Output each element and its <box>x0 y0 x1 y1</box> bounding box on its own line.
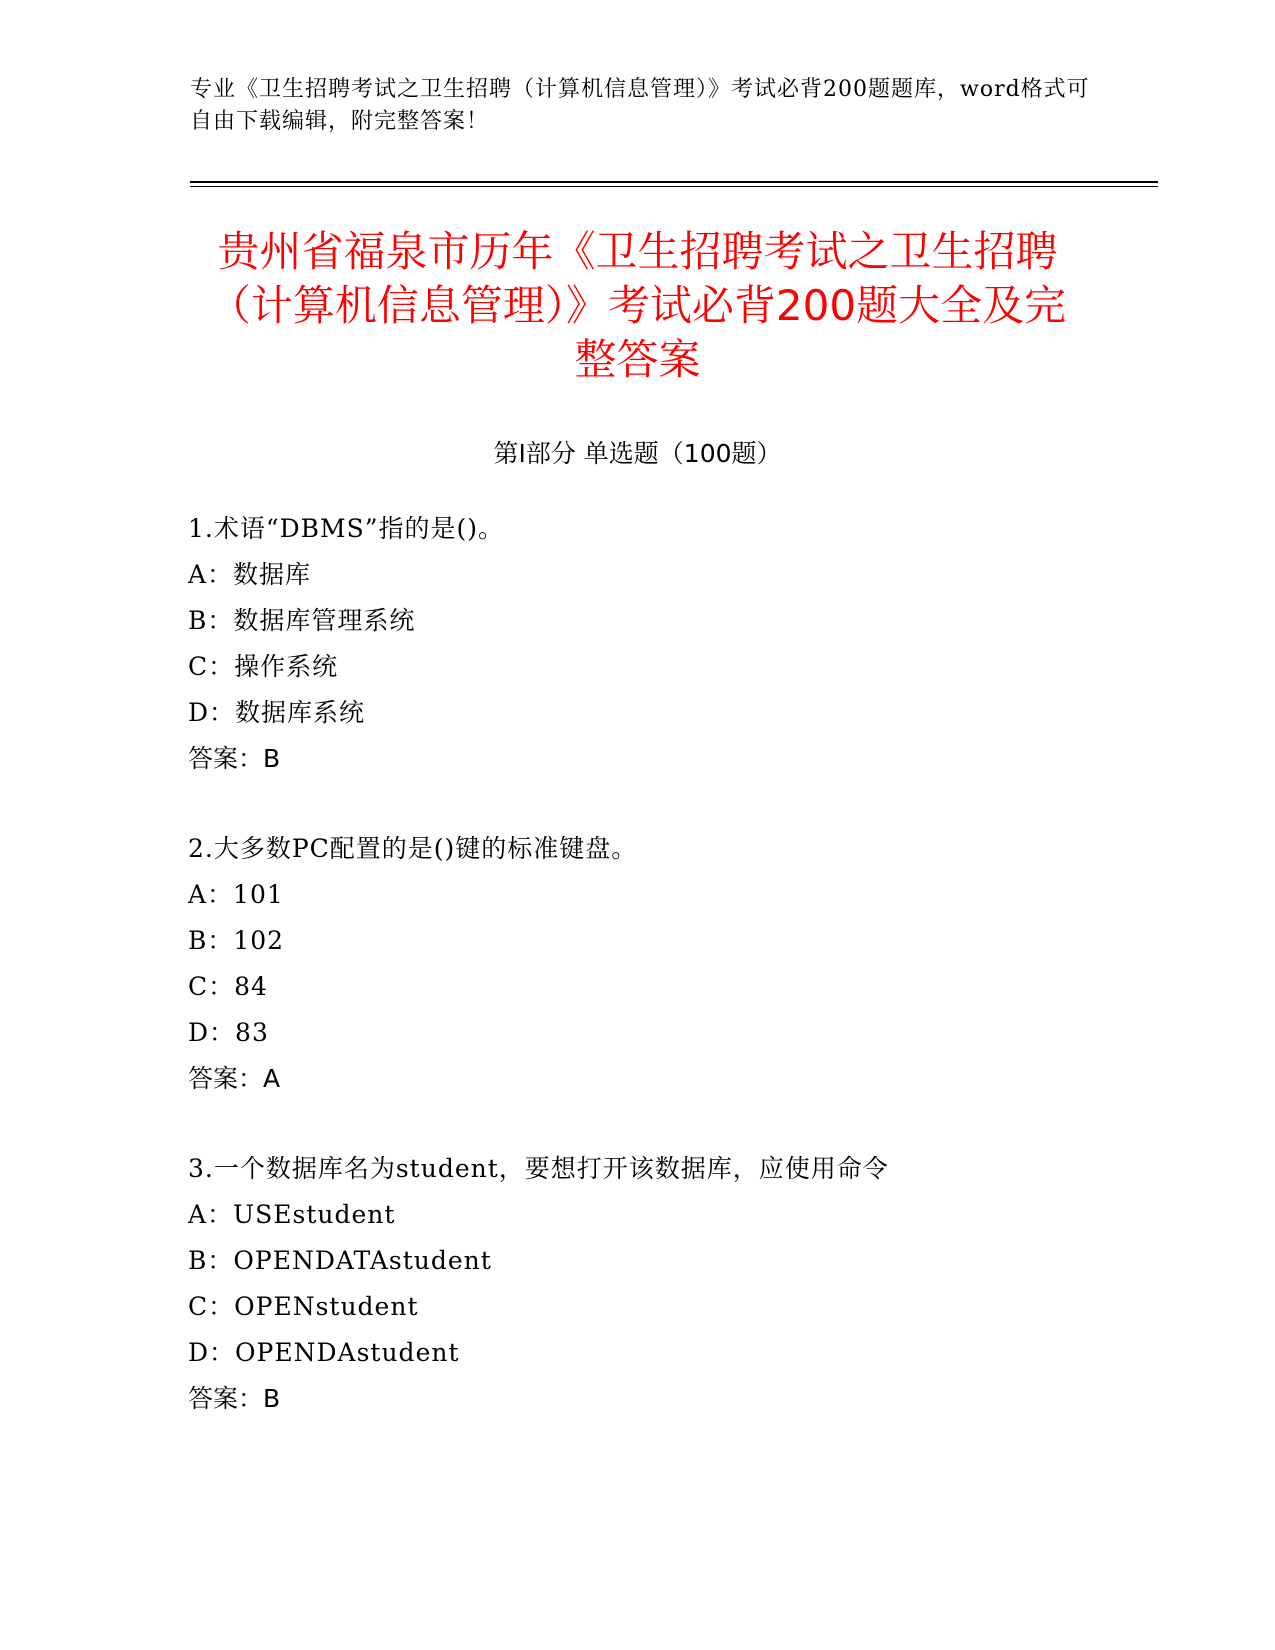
question-stem: 3.一个数据库名为student，要想打开该数据库，应使用命令 <box>188 1154 889 1183</box>
option-d: D：83 <box>188 1018 269 1047</box>
option-c: C：操作系统 <box>188 652 339 681</box>
option-c: C：84 <box>188 972 268 1001</box>
option-a: A：数据库 <box>188 560 312 589</box>
question-stem: 2.大多数PC配置的是()键的标准键盘。 <box>188 834 638 863</box>
option-b: B：OPENDATAstudent <box>188 1246 492 1275</box>
option-a: A：101 <box>188 880 284 909</box>
question-3 <box>188 1146 1088 1422</box>
option-d: D：数据库系统 <box>188 698 366 727</box>
option-a: A：USEstudent <box>188 1200 396 1229</box>
question-1 <box>188 506 1088 782</box>
answer: 答案：A <box>188 1064 281 1093</box>
answer: 答案：B <box>188 744 281 773</box>
answer: 答案：B <box>188 1384 281 1413</box>
option-c: C：OPENstudent <box>188 1292 419 1321</box>
header-rule-thin <box>190 186 1158 187</box>
question-stem: 1.术语“DBMS”指的是()。 <box>188 514 505 543</box>
option-b: B：数据库管理系统 <box>188 606 416 635</box>
header-rule-thick <box>190 181 1158 183</box>
section-title: 第Ⅰ部分 单选题（100题） <box>493 439 782 468</box>
question-2 <box>188 826 1088 1102</box>
document-title: 贵州省福泉市历年《卫生招聘考试之卫生招聘（计算机信息管理）》考试必背200题大全及完整答案 <box>208 227 1067 384</box>
option-d: D：OPENDAstudent <box>188 1338 460 1367</box>
option-b: B：102 <box>188 926 285 955</box>
header-note: 专业《卫生招聘考试之卫生招聘（计算机信息管理）》考试必背200题题库，word格式可自由下载编辑，附完整答案！ <box>190 77 1090 134</box>
